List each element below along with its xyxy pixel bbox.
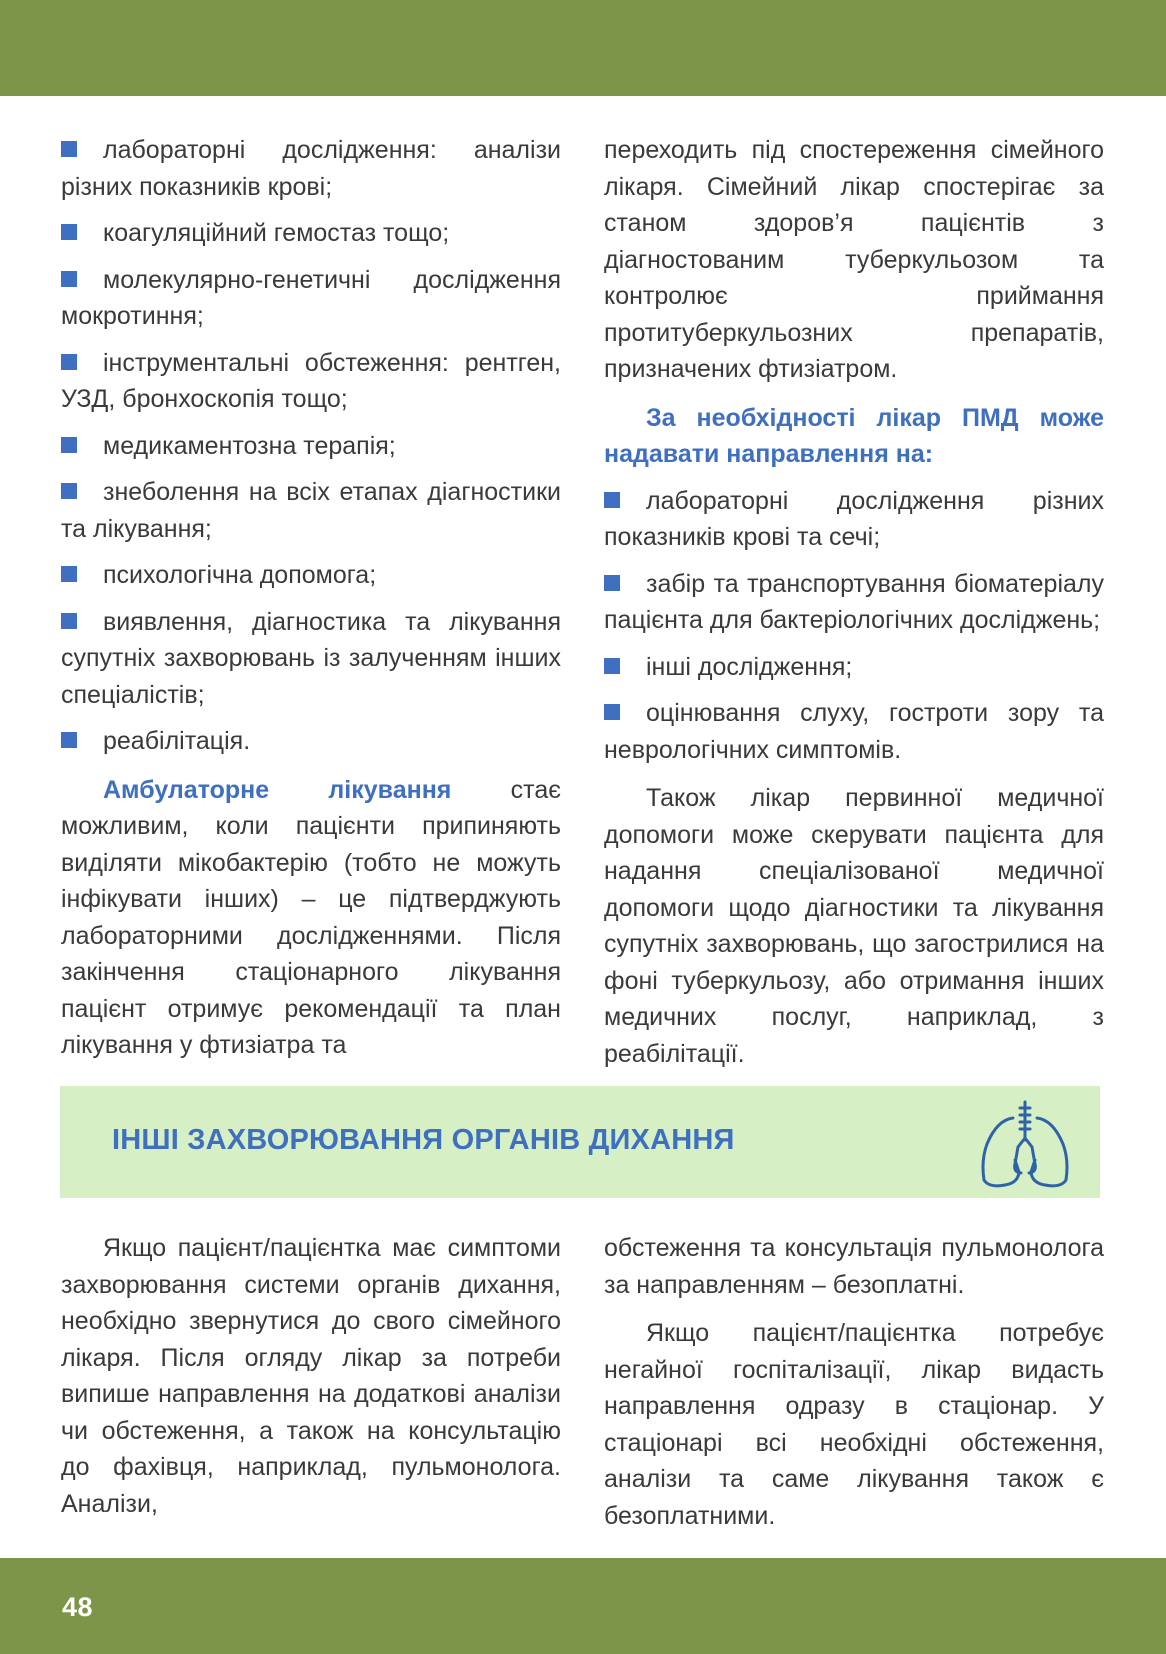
left-column-bottom [61,1230,561,1522]
left-column-top [61,132,561,1064]
ambulatory-text: стає можливим, коли пацієнти припиняють виділяти мікобактерію (тобто не можуть інфікувати інших) – це підтверджують лабораторними дослідженнями. Після закінчення стаціонарного лікування пацієнт отримує рекомендації та план лікування у фтизіатра та [61,775,561,1059]
list-item: оцінювання слуху, гостроти зору та неврологічних симптомів. [604,695,1104,768]
list-item: молекулярно-генетичні дослідження мокротиння; [61,262,561,335]
right-column-top [604,132,1104,1072]
pmd-heading: За необхідності лікар ПМД може надавати направлення на: [604,403,1104,468]
right-column-bottom [604,1230,1104,1534]
footer-bar [0,1558,1166,1654]
list-item: виявлення, діагностика та лікування супутніх захворювань із залученням інших спеціалістів; [61,604,561,714]
respiratory-paragraph: Якщо пацієнт/пацієнтка має симптоми захворювання системи органів дихання, необхідно звернутися до свого сімейного лікаря. Після огляду лікар за потреби випише направлення на додаткові аналізи чи обстеження, а також на консультацію до фахівця, наприклад, пульмонолога. Аналізи, [61,1234,561,1518]
header-bar [0,0,1166,96]
list-item: лабораторні дослідження: аналізи різних показників крові; [61,132,561,205]
list-item: інші дослідження; [604,649,1104,686]
list-item: психологічна допомога; [61,557,561,594]
referral-paragraph: Також лікар первинної медичної допомоги може скерувати пацієнта для надання спеціалізованої медичної допомоги щодо діагностики та лікування супутніх захворювань, що загострилися на фоні туберкульозу, або отримання інших медичних послуг, наприклад, з реабілітації. [604,784,1104,1068]
list-item: лабораторні дослідження різних показників крові та сечі; [604,483,1104,556]
list-item: знеболення на всіх етапах діагностики та лікування; [61,474,561,547]
section-title: ІНШІ ЗАХВОРЮВАННЯ ОРГАНІВ ДИХАННЯ [112,1124,735,1156]
list-item: реабілітація. [61,723,561,760]
section-banner [60,1086,1100,1198]
hospitalization-paragraph: Якщо пацієнт/пацієнтка потребує негайної госпіталізації, лікар видасть направлення одразу в стаціонар. У стаціонарі всі необхідні обстеження, аналізи та саме лікування також є безоплатними. [604,1319,1104,1530]
ambulatory-term: Амбулаторне лікування [103,775,452,804]
list-item: забір та транспортування біоматеріалу пацієнта для бактеріологічних досліджень; [604,566,1104,639]
free-services-paragraph: обстеження та консультація пульмонолога за направленням – безоплатні. [604,1234,1104,1299]
page-number: 48 [62,1592,94,1622]
lungs-icon [975,1098,1075,1190]
list-item: медикаментозна терапія; [61,428,561,465]
list-item: інструментальні обстеження: рентген, УЗД, бронхоскопія тощо; [61,345,561,418]
ambulatory-paragraph [61,772,561,1064]
continuation-paragraph: переходить під спостереження сімейного лікаря. Сімейний лікар спостерігає за станом здоров’я пацієнтів з діагностованим туберкульозом та контролює приймання протитуберкульозних препаратів, призначених фтизіатром. [604,136,1104,383]
list-item: коагуляційний гемостаз тощо; [61,215,561,252]
